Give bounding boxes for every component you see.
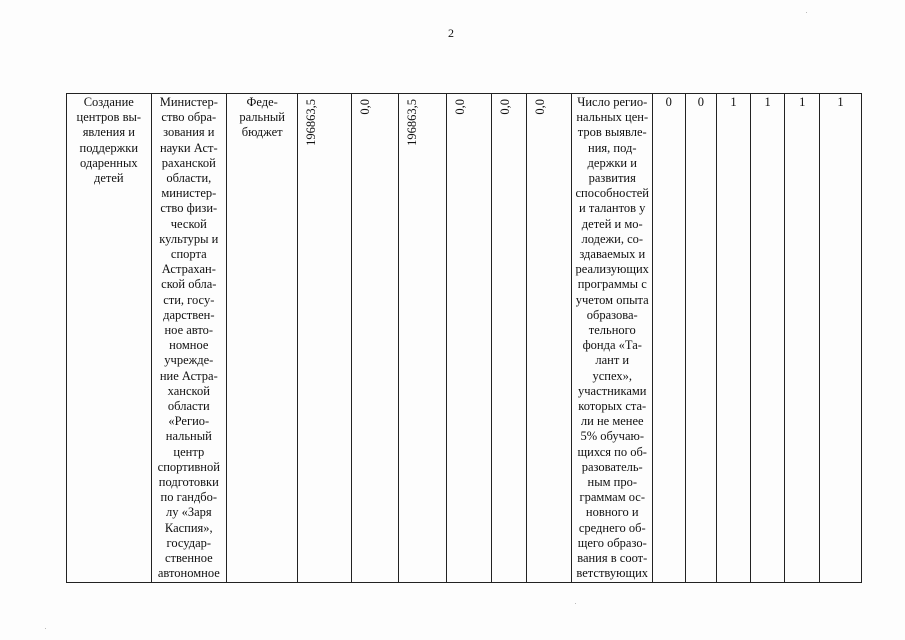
activity-cell (67, 94, 152, 583)
indicator-value: 1 (717, 94, 751, 583)
indicator-value: 0 (685, 94, 717, 583)
indicator-value: 1 (750, 94, 785, 583)
page-number: 2 (448, 26, 454, 40)
amount-cell (526, 94, 572, 583)
funding-source-cell (227, 94, 298, 583)
scan-speck (806, 12, 807, 13)
indicator-value: 1 (785, 94, 820, 583)
indicator-value: 1 (820, 94, 862, 583)
amount-cell (399, 94, 447, 583)
amount-cell (352, 94, 399, 583)
indicator-text: Число регио- нальных цен- тров выявле- ния, под- держки и развития способностей и талантов у детей и мо- лодежи, со- здаваемых и реализующих программы с учетом опыта образова- тельного фонда «Та- лант и успех», участниками которых ста- ли не менее 5% обучаю- щихся по об- разователь- ным про- граммам ос- новного и среднего об- щего образо- вания в соот- ветствующих (575, 95, 649, 581)
table-row (67, 94, 862, 583)
amount-value: 0,0 (358, 99, 373, 115)
indicator-cell (572, 94, 653, 583)
scan-speck (45, 628, 46, 629)
activity-text: Создание центров вы- явления и поддержки одаренных детей (76, 95, 142, 186)
amount-value: 0,0 (497, 99, 512, 115)
executor-cell (151, 94, 226, 583)
amount-cell (298, 94, 352, 583)
amount-value: 0,0 (453, 99, 468, 115)
amount-value: 196863,5 (405, 99, 420, 146)
program-table (66, 93, 862, 583)
executor-text: Министер- ство обра- зования и науки Аст- раханской области, министер- ство физи- ческой культуры и спорта Астрахан- ской обла- сти, госу- дарствен- ное авто- номное учрежде- ние Астра- ханской области «Регио- нальный центр спортивной подготовки по гандбо- лу «Заря Каспия», государ- ственное автономное (157, 95, 220, 581)
amount-value: 0,0 (532, 99, 547, 115)
amount-total: 196863,5 (304, 99, 319, 146)
indicator-value: 0 (653, 94, 686, 583)
amount-cell (491, 94, 526, 583)
amount-cell (447, 94, 492, 583)
scan-speck (575, 603, 576, 604)
funding-source-text: Феде- ральный бюджет (239, 95, 285, 140)
